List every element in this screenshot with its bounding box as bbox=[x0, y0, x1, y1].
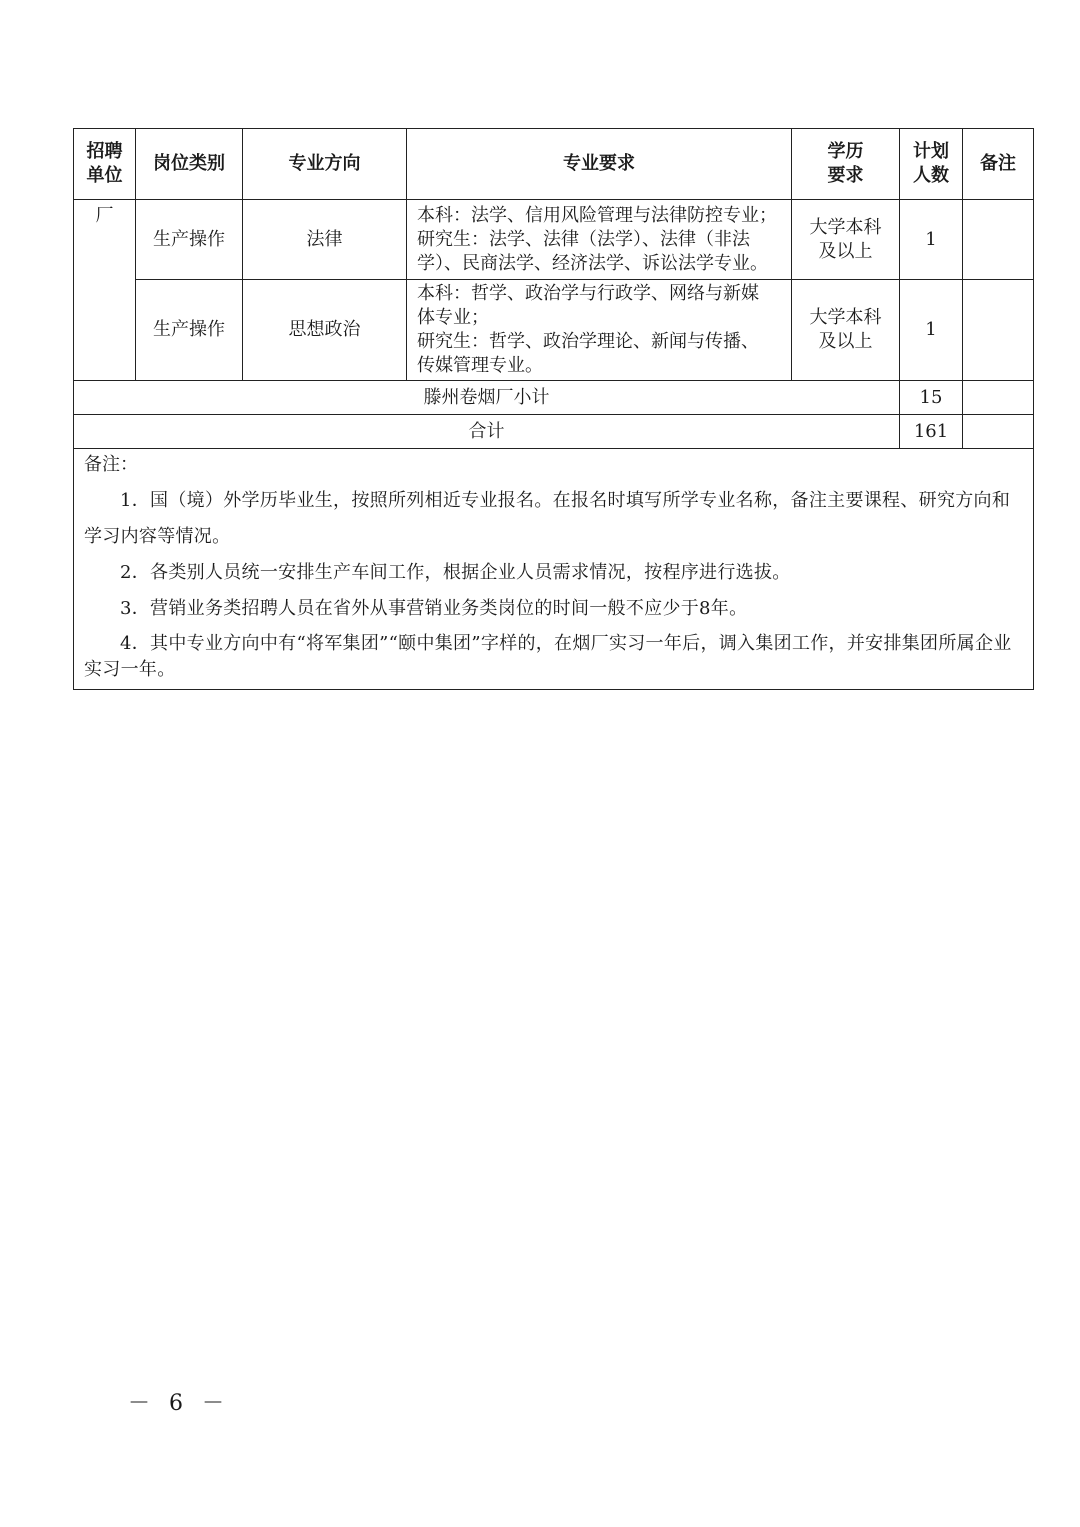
recruitment-table bbox=[73, 128, 1034, 690]
subtotal-value: 15 bbox=[900, 381, 963, 415]
header-row bbox=[74, 129, 1034, 200]
total-label: 合计 bbox=[74, 415, 900, 449]
notes-row bbox=[74, 449, 1034, 690]
header-category: 岗位类别 bbox=[136, 129, 243, 200]
subtotal-label: 滕州卷烟厂小计 bbox=[74, 381, 900, 415]
header-education: 学历 要求 bbox=[792, 129, 900, 200]
note-item: 2．各类别人员统一安排生产车间工作，根据企业人员需求情况，按程序进行选拔。 bbox=[120, 562, 791, 583]
remark-cell bbox=[963, 280, 1034, 381]
total-value: 161 bbox=[900, 415, 963, 449]
direction-cell: 思想政治 bbox=[243, 280, 407, 381]
note-item: 4．其中专业方向中有“将军集团”“颐中集团”字样的，在烟厂实习一年后，调入集团工作，并安排集团所属企业实习一年。 bbox=[84, 633, 1012, 680]
subtotal-row bbox=[74, 381, 1034, 415]
header-remark: 备注 bbox=[963, 129, 1034, 200]
plan-cell: 1 bbox=[900, 200, 963, 280]
remark-cell bbox=[963, 200, 1034, 280]
requirement-cell: 本科：法学、信用风险管理与法律防控专业； 研究生：法学、法律（法学）、法律（非法 学）、民商法学、经济法学、诉讼法学专业。 bbox=[407, 200, 792, 280]
header-plan: 计划 人数 bbox=[900, 129, 963, 200]
requirement-cell: 本科：哲学、政治学与行政学、网络与新媒 体专业； 研究生：哲学、政治学理论、新闻与传播、 传媒管理专业。 bbox=[407, 280, 792, 381]
note-item: 1．国（境）外学历毕业生，按照所列相近专业报名。在报名时填写所学专业名称，备注主要课程、研究方向和学习内容等情况。 bbox=[84, 490, 1011, 547]
subtotal-remark bbox=[963, 381, 1034, 415]
page-number: － 6 － bbox=[128, 1391, 230, 1416]
direction-cell: 法律 bbox=[243, 200, 407, 280]
total-row bbox=[74, 415, 1034, 449]
plan-cell: 1 bbox=[900, 280, 963, 381]
header-unit: 招聘 单位 bbox=[74, 129, 136, 200]
table-row bbox=[74, 200, 1034, 280]
table-row bbox=[74, 280, 1034, 381]
education-cell: 大学本科 及以上 bbox=[792, 200, 900, 280]
header-requirement: 专业要求 bbox=[407, 129, 792, 200]
category-cell: 生产操作 bbox=[136, 280, 243, 381]
note-item: 3．营销业务类招聘人员在省外从事营销业务类岗位的时间一般不应少于8年。 bbox=[120, 598, 748, 619]
unit-name-cell: 厂 bbox=[74, 200, 136, 381]
header-direction: 专业方向 bbox=[243, 129, 407, 200]
notes-cell bbox=[74, 449, 1034, 690]
education-cell: 大学本科 及以上 bbox=[792, 280, 900, 381]
total-remark bbox=[963, 415, 1034, 449]
notes-title: 备注： bbox=[84, 454, 138, 475]
category-cell: 生产操作 bbox=[136, 200, 243, 280]
